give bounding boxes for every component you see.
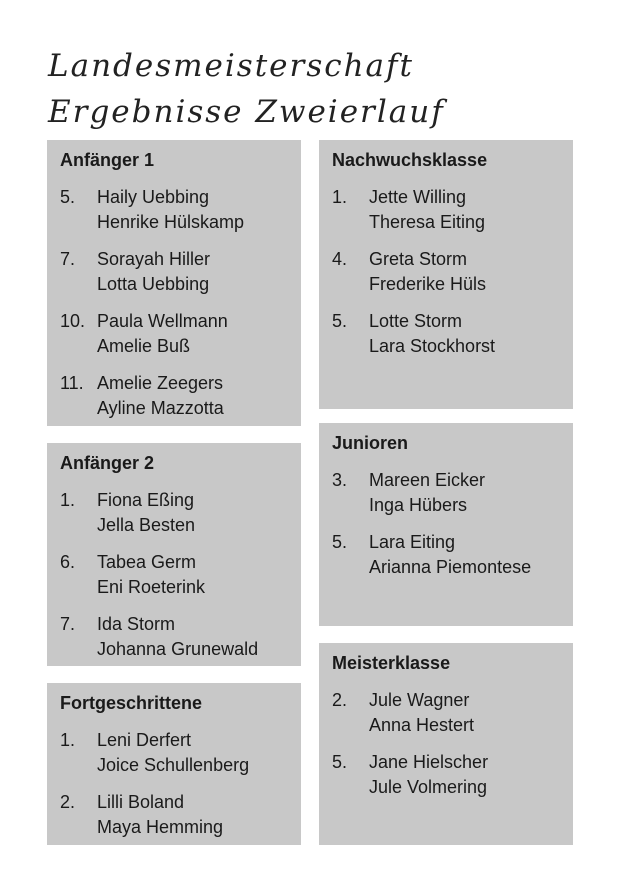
athlete-name: Inga Hübers <box>369 495 468 515</box>
result-entry <box>332 468 561 518</box>
athlete-name: Leni Derfert <box>97 730 192 750</box>
place: 2. <box>332 690 348 710</box>
category-box-nachwuchsklasse <box>319 140 573 409</box>
category-box-anfaenger-1 <box>47 140 301 426</box>
athlete-name: Ayline Mazzotta <box>97 398 224 418</box>
athlete-name: Frederike Hüls <box>369 274 487 294</box>
place: 5. <box>332 532 348 552</box>
category-box-anfaenger-2 <box>47 443 301 666</box>
athlete-name: Jule Volmering <box>369 777 488 797</box>
result-entry <box>332 688 561 738</box>
athlete-name: Lotte Storm <box>369 311 463 331</box>
category-box-junioren <box>319 423 573 626</box>
category-title: Nachwuchsklasse <box>332 150 488 170</box>
category-box-fortgeschrittene <box>47 683 301 845</box>
title-line-2: Ergebnisse Zweierlauf <box>48 94 445 130</box>
place: 6. <box>60 552 76 572</box>
category-title: Meisterklasse <box>332 653 451 673</box>
result-entry <box>60 612 289 662</box>
result-entry <box>60 247 289 297</box>
result-entry <box>332 530 561 580</box>
result-entry <box>332 750 561 800</box>
athlete-name: Arianna Piemontese <box>369 557 532 577</box>
athlete-name: Mareen Eicker <box>369 470 486 490</box>
athlete-name: Lara Eiting <box>369 532 456 552</box>
athlete-name: Jette Willing <box>369 187 467 207</box>
athlete-name: Joice Schullenberg <box>97 755 250 775</box>
result-entry <box>60 185 289 235</box>
place: 5. <box>332 311 348 331</box>
result-entry <box>60 488 289 538</box>
athlete-name: Lara Stockhorst <box>369 336 496 356</box>
athlete-name: Jella Besten <box>97 515 196 535</box>
place: 4. <box>332 249 348 269</box>
athlete-name: Lotta Uebbing <box>97 274 210 294</box>
athlete-name: Johanna Grunewald <box>97 639 259 659</box>
place: 1. <box>60 730 76 750</box>
place: 7. <box>60 249 76 269</box>
place: 5. <box>332 752 348 772</box>
place: 10. <box>60 311 86 331</box>
category-title: Junioren <box>332 433 409 453</box>
place: 1. <box>60 490 76 510</box>
category-box-meisterklasse <box>319 643 573 845</box>
athlete-name: Lilli Boland <box>97 792 185 812</box>
result-entry <box>60 371 289 421</box>
athlete-name: Amelie Zeegers <box>97 373 224 393</box>
athlete-name: Tabea Germ <box>97 552 197 572</box>
athlete-name: Eni Roeterink <box>97 577 206 597</box>
athlete-name: Haily Uebbing <box>97 187 210 207</box>
result-entry <box>60 550 289 600</box>
result-entry <box>60 790 289 840</box>
athlete-name: Jule Wagner <box>369 690 470 710</box>
athlete-name: Fiona Eßing <box>97 490 195 510</box>
athlete-name: Sorayah Hiller <box>97 249 211 269</box>
athlete-name: Jane Hielscher <box>369 752 489 772</box>
athlete-name: Anna Hestert <box>369 715 475 735</box>
title-line-1: Landesmeisterschaft <box>48 48 414 84</box>
result-entry <box>60 309 289 359</box>
athlete-name: Ida Storm <box>97 614 176 634</box>
place: 1. <box>332 187 348 207</box>
athlete-name: Paula Wellmann <box>97 311 228 331</box>
result-entry <box>60 728 289 778</box>
category-title: Fortgeschrittene <box>60 693 203 713</box>
place: 3. <box>332 470 348 490</box>
result-entry <box>332 309 561 359</box>
place: 5. <box>60 187 76 207</box>
result-entry <box>332 185 561 235</box>
result-entry <box>332 247 561 297</box>
athlete-name: Henrike Hülskamp <box>97 212 245 232</box>
athlete-name: Maya Hemming <box>97 817 224 837</box>
category-title: Anfänger 1 <box>60 150 155 170</box>
athlete-name: Amelie Buß <box>97 336 191 356</box>
place: 11. <box>60 373 84 393</box>
athlete-name: Greta Storm <box>369 249 468 269</box>
place: 2. <box>60 792 76 812</box>
category-title: Anfänger 2 <box>60 453 155 473</box>
place: 7. <box>60 614 76 634</box>
athlete-name: Theresa Eiting <box>369 212 486 232</box>
